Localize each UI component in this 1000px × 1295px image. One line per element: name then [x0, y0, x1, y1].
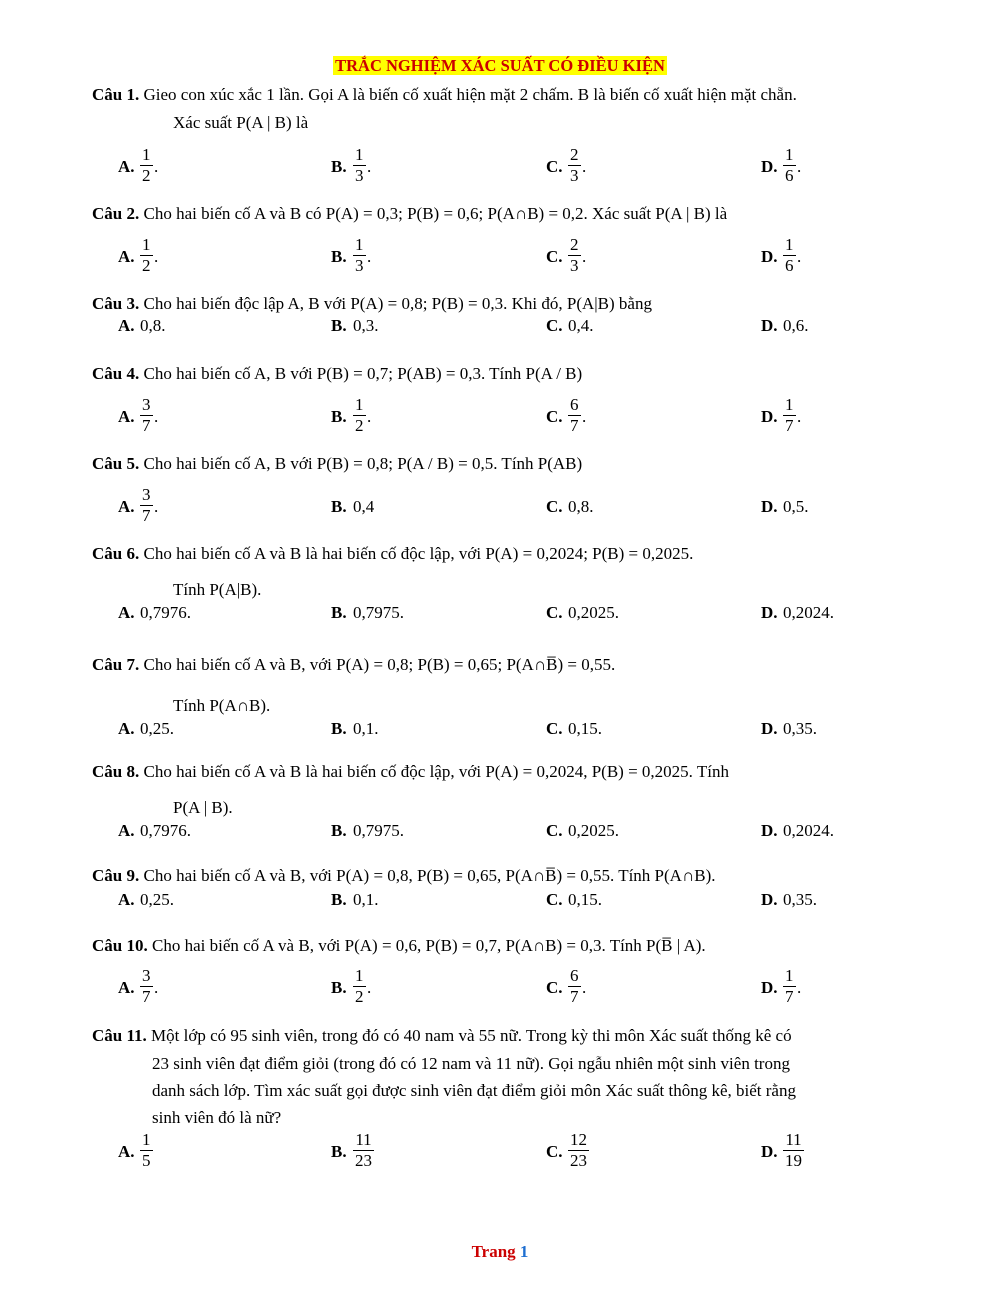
answer-10-a-label: A.: [118, 978, 135, 997]
answer-8-a-value: 0,7976.: [140, 821, 191, 840]
question-6-line-2: Tính P(A|B).: [173, 580, 262, 599]
answer-8-b-label: B.: [331, 821, 347, 840]
fraction-denominator: 5: [142, 1151, 151, 1170]
answer-11-b-label: B.: [331, 1142, 347, 1161]
answer-1-d-label: D.: [761, 157, 778, 176]
answer-4-c-fraction: [568, 395, 581, 436]
answer-6-a-label: A.: [118, 603, 135, 622]
answer-7-c-value: 0,15.: [568, 719, 602, 738]
answer-5-c-label: C.: [546, 497, 563, 516]
fraction-numerator: 1: [142, 145, 151, 164]
fraction-denominator: 2: [142, 166, 151, 185]
answer-7-c-label: C.: [546, 719, 563, 738]
answer-9-b-label: B.: [331, 890, 347, 909]
answer-period: .: [797, 978, 802, 997]
answer-7-d-value: 0,35.: [783, 719, 817, 738]
answer-period: .: [582, 157, 587, 176]
question-7-line-2: Tính P(A∩B).: [173, 696, 271, 715]
answer-period: .: [582, 978, 587, 997]
fraction-denominator: 19: [785, 1151, 802, 1170]
answer-5-d-label: D.: [761, 497, 778, 516]
fraction-denominator: 7: [570, 416, 579, 435]
question-1: Câu 1. Gieo con xúc xắc 1 lần. Gọi A là biến cố xuất hiện mặt 2 chấm. B là biến cố xuất hiện mặt chẵn.: [92, 85, 797, 104]
answer-11-d-fraction: [783, 1130, 804, 1171]
question-8-line-2: P(A | B).: [173, 798, 233, 817]
answer-period: .: [582, 247, 587, 266]
fraction-numerator: 12: [570, 1130, 587, 1149]
page-footer: Trang 1: [471, 1242, 529, 1261]
answer-11-c-label: C.: [546, 1142, 563, 1161]
answer-4-a-label: A.: [118, 407, 135, 426]
answer-2-d-fraction: [783, 235, 796, 276]
answer-1-d-fraction: [783, 145, 796, 186]
answer-1-c-fraction: [568, 145, 581, 186]
answer-period: .: [367, 157, 372, 176]
answer-7-b-value: 0,1.: [353, 719, 379, 738]
answer-8-c-label: C.: [546, 821, 563, 840]
fraction-numerator: 1: [785, 235, 794, 254]
fraction-numerator: 1: [355, 145, 364, 164]
answer-10-b-fraction: [353, 966, 366, 1007]
fraction-numerator: 3: [142, 966, 151, 985]
fraction-denominator: 23: [355, 1151, 372, 1170]
page-title: TRẮC NGHIỆM XÁC SUẤT CÓ ĐIỀU KIỆN: [335, 56, 665, 75]
question-8: Câu 8. Cho hai biến cố A và B là hai biến cố độc lập, với P(A) = 0,2024, P(B) = 0,2025. Tính: [92, 762, 729, 781]
question-11-line-2: 23 sinh viên đạt điểm giỏi (trong đó có 12 nam và 11 nữ). Gọi ngẫu nhiên một sinh viên trong: [152, 1054, 790, 1073]
answer-3-b-label: B.: [331, 316, 347, 335]
fraction-numerator: 1: [785, 145, 794, 164]
fraction-numerator: 3: [142, 485, 151, 504]
fraction-denominator: 23: [570, 1151, 587, 1170]
fraction-numerator: 2: [570, 235, 579, 254]
answer-8-c-value: 0,2025.: [568, 821, 619, 840]
answer-6-b-value: 0,7975.: [353, 603, 404, 622]
answer-2-c-label: C.: [546, 247, 563, 266]
answer-period: .: [797, 247, 802, 266]
answer-5-a-label: A.: [118, 497, 135, 516]
fraction-denominator: 6: [785, 166, 794, 185]
answer-period: .: [367, 978, 372, 997]
answer-period: .: [797, 407, 802, 426]
answer-9-c-label: C.: [546, 890, 563, 909]
answer-2-b-fraction: [353, 235, 366, 276]
fraction-denominator: 6: [785, 256, 794, 275]
answer-10-d-fraction: [783, 966, 796, 1007]
answer-2-b-label: B.: [331, 247, 347, 266]
question-6: Câu 6. Cho hai biến cố A và B là hai biến cố độc lập, với P(A) = 0,2024; P(B) = 0,2025.: [92, 544, 694, 563]
question-3: Câu 3. Cho hai biến độc lập A, B với P(A) = 0,8; P(B) = 0,3. Khi đó, P(A|B) bằng: [92, 294, 652, 313]
answer-4-d-fraction: [783, 395, 796, 436]
answer-4-c-label: C.: [546, 407, 563, 426]
answer-2-d-label: D.: [761, 247, 778, 266]
question-9: Câu 9. Cho hai biến cố A và B, với P(A) = 0,8, P(B) = 0,65, P(A∩B̅) = 0,55. Tính P(A∩B).: [92, 866, 716, 885]
answer-7-d-label: D.: [761, 719, 778, 738]
answer-9-a-label: A.: [118, 890, 135, 909]
question-2: Câu 2. Cho hai biến cố A và B có P(A) = 0,3; P(B) = 0,6; P(A∩B) = 0,2. Xác suất P(A | B) là: [92, 204, 728, 223]
fraction-denominator: 7: [785, 987, 794, 1006]
answer-1-b-fraction: [353, 145, 366, 186]
answer-3-c-label: C.: [546, 316, 563, 335]
answer-5-b-label: B.: [331, 497, 347, 516]
fraction-denominator: 7: [570, 987, 579, 1006]
answer-6-b-label: B.: [331, 603, 347, 622]
answer-11-d-label: D.: [761, 1142, 778, 1161]
fraction-numerator: 1: [785, 395, 794, 414]
answer-period: .: [154, 157, 159, 176]
answer-3-a-label: A.: [118, 316, 135, 335]
question-11-line-4: sinh viên đó là nữ?: [152, 1108, 282, 1127]
answer-7-a-label: A.: [118, 719, 135, 738]
fraction-numerator: 2: [570, 145, 579, 164]
answer-11-b-fraction: [353, 1130, 374, 1171]
question-11: Câu 11. Một lớp có 95 sinh viên, trong đó có 40 nam và 55 nữ. Trong kỳ thi môn Xác suất thống kê có: [92, 1026, 792, 1045]
answer-period: .: [367, 407, 372, 426]
answer-11-a-label: A.: [118, 1142, 135, 1161]
fraction-numerator: 11: [785, 1130, 802, 1149]
answer-4-b-label: B.: [331, 407, 347, 426]
answer-9-a-value: 0,25.: [140, 890, 174, 909]
question-10: Câu 10. Cho hai biến cố A và B, với P(A) = 0,6, P(B) = 0,7, P(A∩B) = 0,3. Tính P(B̅ | A).: [92, 936, 706, 955]
answer-1-a-fraction: [140, 145, 153, 186]
answer-6-d-value: 0,2024.: [783, 603, 834, 622]
answer-10-b-label: B.: [331, 978, 347, 997]
fraction-denominator: 3: [355, 256, 364, 275]
answer-9-b-value: 0,1.: [353, 890, 379, 909]
fraction-denominator: 7: [142, 987, 151, 1006]
fraction-denominator: 2: [142, 256, 151, 275]
question-11-line-3: danh sách lớp. Tìm xác suất gọi được sinh viên đạt điểm giỏi môn Xác suất thông kê, biết rằng: [152, 1081, 796, 1100]
answer-period: .: [154, 497, 159, 516]
answer-1-c-label: C.: [546, 157, 563, 176]
answer-5-d-value: 0,5.: [783, 497, 809, 516]
answer-period: .: [154, 978, 159, 997]
answer-3-a-value: 0,8.: [140, 316, 166, 335]
answer-period: .: [582, 407, 587, 426]
fraction-numerator: 1: [355, 235, 364, 254]
answer-7-a-value: 0,25.: [140, 719, 174, 738]
answer-2-a-fraction: [140, 235, 153, 276]
answer-9-d-value: 0,35.: [783, 890, 817, 909]
answer-period: .: [154, 247, 159, 266]
fraction-denominator: 3: [570, 256, 579, 275]
answer-11-a-fraction: [140, 1130, 153, 1171]
answer-8-a-label: A.: [118, 821, 135, 840]
answer-9-c-value: 0,15.: [568, 890, 602, 909]
answer-8-d-value: 0,2024.: [783, 821, 834, 840]
fraction-denominator: 2: [355, 416, 364, 435]
answer-10-c-label: C.: [546, 978, 563, 997]
answer-3-d-label: D.: [761, 316, 778, 335]
answer-5-c-value: 0,8.: [568, 497, 594, 516]
fraction-numerator: 1: [142, 235, 151, 254]
fraction-numerator: 3: [142, 395, 151, 414]
question-1-line-2: Xác suất P(A | B) là: [173, 113, 309, 132]
answer-10-c-fraction: [568, 966, 581, 1007]
question-4: Câu 4. Cho hai biến cố A, B với P(B) = 0,7; P(AB) = 0,3. Tính P(A / B): [92, 364, 583, 383]
answer-6-c-value: 0,2025.: [568, 603, 619, 622]
answer-3-b-value: 0,3.: [353, 316, 379, 335]
fraction-numerator: 6: [570, 966, 579, 985]
answer-10-a-fraction: [140, 966, 153, 1007]
fraction-denominator: 2: [355, 987, 364, 1006]
answer-9-d-label: D.: [761, 890, 778, 909]
answer-6-d-label: D.: [761, 603, 778, 622]
fraction-numerator: 11: [355, 1130, 372, 1149]
fraction-numerator: 1: [785, 966, 794, 985]
answer-2-c-fraction: [568, 235, 581, 276]
answer-1-b-label: B.: [331, 157, 347, 176]
answer-4-d-label: D.: [761, 407, 778, 426]
fraction-denominator: 3: [570, 166, 579, 185]
answer-period: .: [154, 407, 159, 426]
answer-6-a-value: 0,7976.: [140, 603, 191, 622]
fraction-denominator: 7: [142, 416, 151, 435]
answer-7-b-label: B.: [331, 719, 347, 738]
answer-5-b-value: 0,4: [353, 497, 375, 516]
answer-period: .: [797, 157, 802, 176]
answer-10-d-label: D.: [761, 978, 778, 997]
fraction-numerator: 1: [355, 395, 364, 414]
answer-1-a-label: A.: [118, 157, 135, 176]
answer-8-b-value: 0,7975.: [353, 821, 404, 840]
fraction-denominator: 7: [142, 506, 151, 525]
answer-4-b-fraction: [353, 395, 366, 436]
answer-11-c-fraction: [568, 1130, 589, 1171]
fraction-numerator: 6: [570, 395, 579, 414]
answer-3-d-value: 0,6.: [783, 316, 809, 335]
fraction-numerator: 1: [355, 966, 364, 985]
answer-2-a-label: A.: [118, 247, 135, 266]
question-5: Câu 5. Cho hai biến cố A, B với P(B) = 0,8; P(A / B) = 0,5. Tính P(AB): [92, 454, 583, 473]
answer-4-a-fraction: [140, 395, 153, 436]
fraction-numerator: 1: [142, 1130, 151, 1149]
fraction-denominator: 3: [355, 166, 364, 185]
answer-6-c-label: C.: [546, 603, 563, 622]
fraction-denominator: 7: [785, 416, 794, 435]
answer-3-c-value: 0,4.: [568, 316, 594, 335]
answer-5-a-fraction: [140, 485, 153, 526]
question-7: Câu 7. Cho hai biến cố A và B, với P(A) = 0,8; P(B) = 0,65; P(A∩B̅) = 0,55.: [92, 655, 616, 674]
answer-period: .: [367, 247, 372, 266]
answer-8-d-label: D.: [761, 821, 778, 840]
